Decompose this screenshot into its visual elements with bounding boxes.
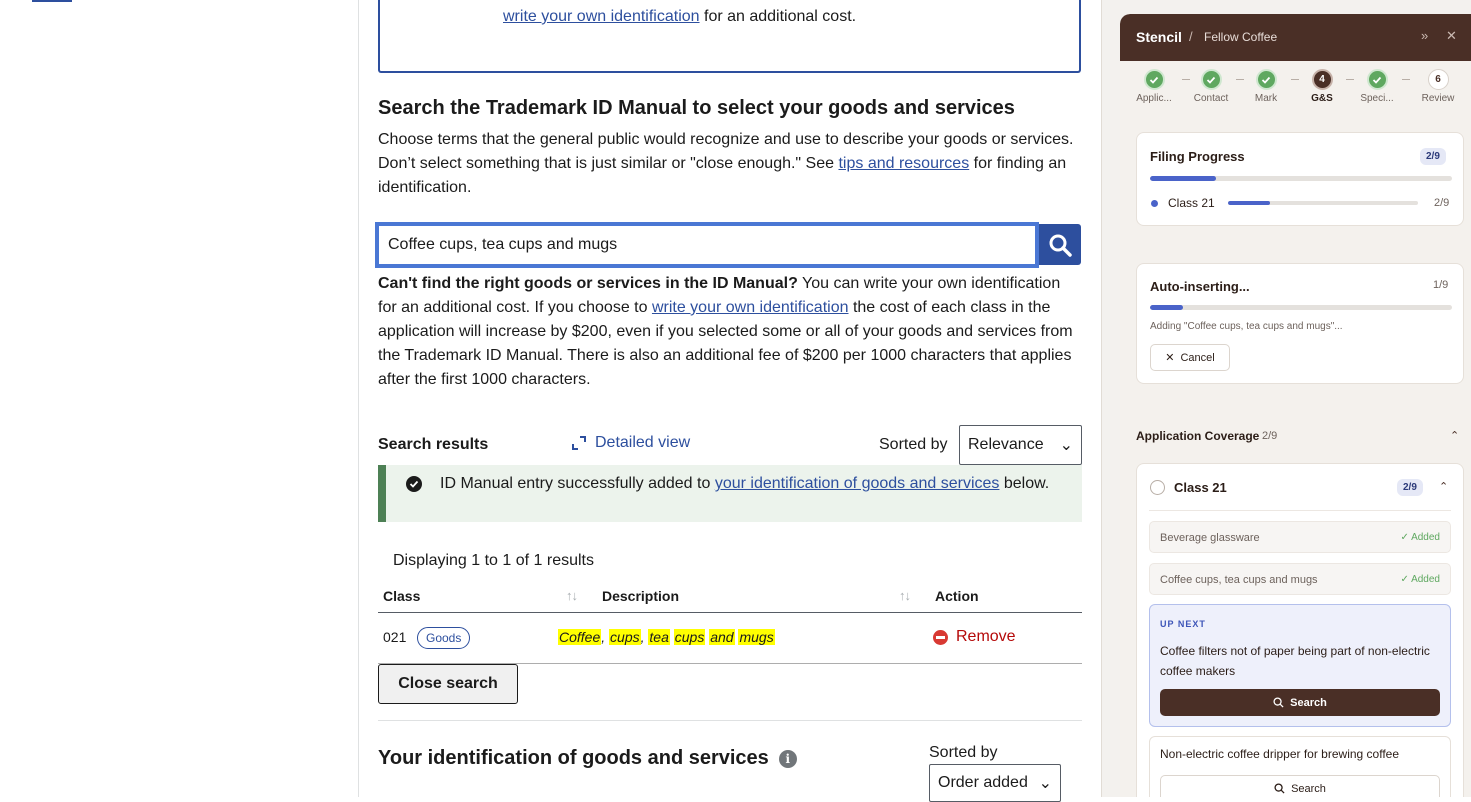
check-icon: [1367, 69, 1388, 90]
search-icon: [1273, 697, 1284, 708]
progress-fill: [1150, 305, 1183, 310]
auto-insert-title: Auto-inserting...: [1150, 279, 1250, 294]
info-icon[interactable]: i: [779, 750, 797, 768]
your-id-link[interactable]: your identification of goods and services: [714, 475, 1000, 492]
close-search-button[interactable]: Close search: [378, 664, 518, 704]
class-label: Class 21: [1168, 196, 1215, 210]
sort-select-2[interactable]: [929, 764, 1061, 802]
coverage-title: Application Coverage: [1136, 429, 1260, 443]
step-progress: [1120, 69, 1471, 109]
remove-button[interactable]: [933, 628, 1016, 646]
cant-find-body-1: You can write your own identification for an additional cost. If you choose to: [378, 275, 1061, 316]
detailed-view-label: Detailed view: [595, 434, 691, 451]
cant-find-text: [378, 272, 1078, 392]
class-cell: 021: [383, 629, 407, 645]
coverage-count: 2/9: [1262, 430, 1278, 442]
col-header-description: Description: [602, 588, 680, 604]
sort-description-icon[interactable]: ↑↓: [899, 588, 910, 603]
step-label: G&S: [1311, 93, 1333, 104]
your-id-title-text: Your identification of goods and services: [378, 747, 769, 769]
info-box-rest: for an additional cost.: [704, 8, 857, 25]
class-21-title: Class 21: [1174, 480, 1227, 495]
step-contact[interactable]: [1181, 69, 1241, 104]
search-row: [375, 222, 1082, 268]
step-mark[interactable]: [1236, 69, 1296, 104]
search-label: Search: [1291, 782, 1326, 795]
stencil-panel-inner: [1120, 14, 1471, 797]
detailed-view-button[interactable]: [571, 434, 690, 452]
step-gs[interactable]: [1292, 69, 1352, 104]
highlight-word: mugs: [739, 629, 774, 645]
filing-progress-badge: 2/9: [1420, 148, 1446, 165]
cant-find-heading: Can't find the right goods or services in the ID Manual?: [378, 275, 798, 292]
info-box-text: [503, 8, 856, 26]
remove-icon: [933, 630, 948, 645]
added-status-label: Added: [1411, 532, 1440, 543]
highlight-word: Coffee: [559, 629, 601, 645]
class-dot-icon: [1151, 200, 1158, 207]
results-label: Search results: [378, 436, 489, 453]
section-title: Search the Trademark ID Manual to select your goods and services: [378, 97, 1015, 119]
pending-item-text: Non-electric coffee dripper for brewing coffee: [1160, 747, 1400, 761]
brand-name: Stencil: [1136, 29, 1182, 45]
table-header-divider: [378, 612, 1082, 613]
panel-header: [1120, 14, 1471, 61]
step-label: Applic...: [1136, 93, 1172, 104]
id-manual-search-input[interactable]: [375, 222, 1039, 268]
step-label: Speci...: [1360, 93, 1394, 104]
up-next-search-button[interactable]: [1160, 689, 1440, 716]
check-icon: ✓: [1400, 574, 1409, 585]
highlight-word: tea: [649, 629, 669, 645]
step-specimen[interactable]: [1347, 69, 1407, 104]
up-next-label: UP NEXT: [1160, 619, 1206, 629]
your-id-title: [378, 747, 797, 770]
info-box: [378, 0, 1081, 73]
alert-end: below.: [999, 475, 1050, 492]
alert-message: [406, 474, 1066, 493]
sorted-by-label: Sorted by: [879, 436, 948, 453]
progress-fill: [1150, 176, 1216, 181]
class-21-badge: 2/9: [1397, 479, 1423, 496]
cancel-button[interactable]: [1150, 344, 1230, 371]
sort-select-2-value: Order added: [938, 774, 1028, 791]
filing-progress-bar: [1150, 176, 1452, 181]
step-review[interactable]: [1408, 69, 1468, 104]
collapse-panel-icon[interactable]: »: [1421, 28, 1429, 43]
breadcrumb-separator: /: [1189, 29, 1193, 44]
step-number: 4: [1312, 69, 1333, 90]
highlight-word: cups: [674, 629, 705, 645]
pending-item: [1149, 736, 1451, 797]
check-icon: [1256, 69, 1277, 90]
results-count: Displaying 1 to 1 of 1 results: [393, 552, 594, 569]
auto-insert-card: [1136, 263, 1464, 384]
class-progress-bar: [1228, 201, 1418, 205]
added-status: [1400, 532, 1440, 543]
remove-label: Remove: [956, 628, 1016, 645]
check-icon: [1144, 69, 1165, 90]
description-cell: Coffee, cups, tea cups and mugs: [559, 629, 774, 645]
highlight-word: and: [710, 629, 734, 645]
sorted-by-label-2: Sorted by: [929, 744, 998, 761]
filing-progress-card: [1136, 132, 1464, 226]
sort-class-icon[interactable]: ↑↓: [566, 588, 577, 603]
added-item-text: Coffee cups, tea cups and mugs: [1160, 574, 1318, 586]
step-label: Review: [1421, 93, 1455, 104]
chevron-up-icon[interactable]: ⌃: [1439, 481, 1449, 493]
class-progress-count: 2/9: [1434, 197, 1450, 209]
cant-find-body-2: the cost of each class in the application will increase by $200, even if you selected some or all of your goods and services from the Trademark ID Manual. There is also an additional fee of $200 per 1000 characters that applies after the first 1000 characters.: [378, 299, 1073, 388]
chevron-down-icon: ⌄: [1038, 775, 1052, 792]
added-status: [1400, 574, 1440, 585]
step-applicant[interactable]: [1124, 69, 1184, 104]
up-next-text: Coffee filters not of paper being part of non-electric coffee makers: [1160, 644, 1430, 678]
alert-text: ID Manual entry successfully added to: [440, 475, 715, 492]
auto-insert-bar: [1150, 305, 1452, 310]
added-item: [1149, 521, 1451, 553]
class-21-card: [1136, 463, 1464, 797]
card-divider: [1149, 510, 1451, 511]
col-header-class: Class: [383, 588, 421, 604]
auto-insert-status: Adding "Coffee cups, tea cups and mugs"...: [1150, 321, 1343, 332]
expand-icon: [571, 435, 587, 451]
intro-body: Choose terms that the general public would recognize and use to describe your goods or services. Don’t select something that is just similar or "close enough." See: [378, 131, 1074, 172]
added-status-label: Added: [1411, 574, 1440, 585]
sidebar-link-fragment[interactable]: [32, 0, 72, 2]
progress-fill: [1228, 201, 1270, 205]
auto-insert-count: 1/9: [1433, 279, 1449, 291]
filing-progress-title: Filing Progress: [1150, 149, 1245, 164]
tips-resources-link[interactable]: tips and resources: [838, 155, 970, 172]
sort-select[interactable]: [959, 425, 1082, 465]
section-divider: [378, 720, 1082, 721]
search-label: Search: [1290, 696, 1327, 709]
search-icon: [1274, 783, 1285, 794]
intro-end: for finding an identification.: [378, 155, 1067, 196]
step-number: 6: [1428, 69, 1449, 90]
sort-select-value: Relevance: [968, 436, 1044, 453]
intro-text: [378, 128, 1078, 200]
added-item-text: Beverage glassware: [1160, 532, 1260, 544]
results-header: [378, 424, 1082, 466]
stencil-panel: [1101, 0, 1471, 797]
success-alert: [378, 465, 1082, 522]
goods-tag: Goods: [417, 627, 470, 649]
left-sidebar: [0, 0, 359, 797]
step-label: Mark: [1254, 93, 1278, 104]
class-radio-icon[interactable]: [1150, 480, 1165, 495]
close-icon[interactable]: ✕: [1446, 28, 1457, 43]
step-label: Contact: [1193, 93, 1229, 104]
cancel-label: Cancel: [1180, 351, 1215, 364]
chevron-up-icon[interactable]: ⌃: [1450, 430, 1460, 442]
close-icon: ✕: [1165, 352, 1175, 364]
project-name: Fellow Coffee: [1204, 30, 1278, 44]
write-own-id-link-2[interactable]: write your own identification: [651, 299, 849, 316]
chevron-down-icon: ⌄: [1059, 437, 1073, 454]
search-icon: [1048, 233, 1072, 257]
write-own-id-link[interactable]: write your own identification: [503, 8, 700, 25]
col-header-action: Action: [935, 588, 979, 604]
up-next-item: [1149, 604, 1451, 727]
check-icon: [1201, 69, 1222, 90]
added-item: [1149, 563, 1451, 595]
check-icon: ✓: [1400, 532, 1409, 543]
search-button[interactable]: [1039, 224, 1081, 265]
highlight-word: cups: [610, 629, 640, 645]
pending-search-button[interactable]: [1160, 775, 1440, 797]
